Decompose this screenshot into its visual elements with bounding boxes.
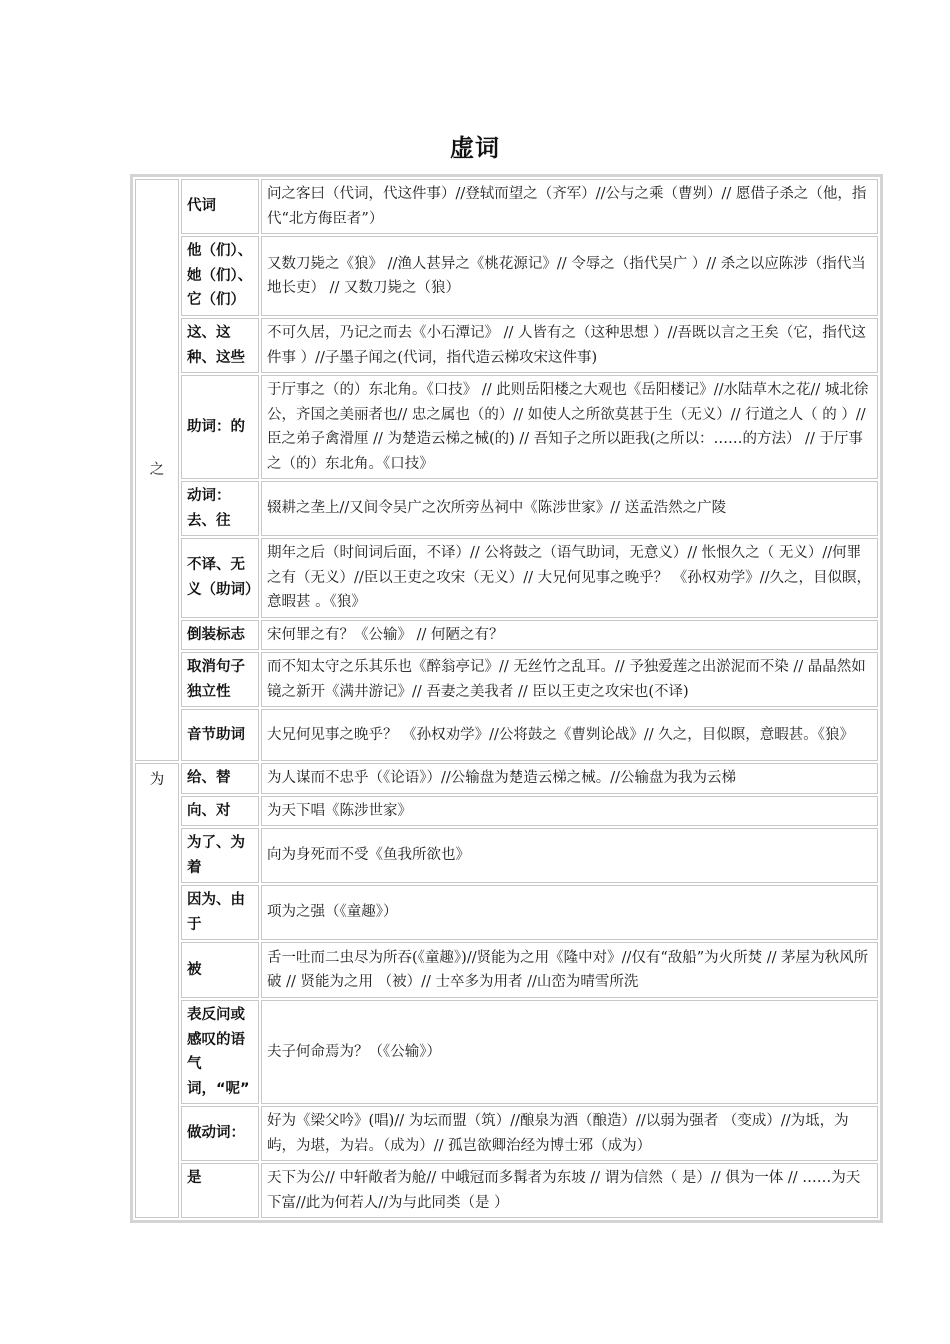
table-row — [135, 236, 878, 316]
example-cell: 为人谋而不忠乎（《论语》）//公输盘为楚造云梯之械。//公输盘为我为云梯 — [261, 763, 878, 794]
example-cell: 为天下唱《陈涉世家》 — [261, 796, 878, 827]
example-cell: 向为身死而不受《鱼我所欲也》 — [261, 828, 878, 883]
sense-cell: 做动词： — [181, 1106, 259, 1161]
table-row — [135, 796, 878, 827]
page-title: 虚词 — [450, 134, 500, 162]
sense-cell: 助词：的 — [181, 375, 259, 479]
table-row — [135, 763, 878, 794]
example-cell: 舌一吐而二虫尽为所吞(《童趣》)//贤能为之用《隆中对》//仅有“敌船”为火所焚 // 茅屋为秋风所破 // 贤能为之用 （被）// 士卒多为用者 //山峦为晴雪所洗 — [261, 942, 878, 998]
example-cell: 而不知太守之乐其乐也《醉翁亭记》// 无丝竹之乱耳。// 予独爱莲之出淤泥而不染 // 晶晶然如镜之新开《满井游记》// 吾妻之美我者 // 臣以王吏之攻宋也(不译) — [261, 652, 878, 707]
example-cell: 项为之强（《童趣》） — [261, 885, 878, 940]
example-cell: 期年之后（时间词后面，不译）// 公将鼓之（语气助词，无意义）// 怅恨久之（ 无义）//何罪之有（无义）//臣以王吏之攻宋（无义）// 大兄何见事之晚乎？ 《孙权劝学》//久之，目似瞑，意暇甚 。《狼》 — [261, 538, 878, 618]
sense-cell: 这、这种、这些 — [181, 318, 259, 373]
table-row — [135, 652, 878, 707]
sense-cell: 动词：去、往 — [181, 481, 259, 536]
table-row — [135, 538, 878, 618]
table-row — [135, 709, 878, 761]
word-cell-wei — [135, 763, 179, 1218]
sense-cell: 表反问或感叹的语气词，“呢” — [181, 1000, 259, 1104]
sense-cell: 取消句子独立性 — [181, 652, 259, 707]
table-row — [135, 318, 878, 373]
word-cell-zhi: 之 — [135, 179, 179, 761]
table-row — [135, 375, 878, 479]
function-words-table — [130, 174, 883, 1223]
example-cell: 问之客曰（代词，代这件事）//登轼而望之（齐军）//公与之乘（曹刿）// 愿借子杀之（他，指代“北方侮臣者”） — [261, 179, 878, 234]
sense-cell: 他（们）、她（们）、它（们） — [181, 236, 259, 316]
sense-cell: 为了、为着 — [181, 828, 259, 883]
sense-cell: 向、对 — [181, 796, 259, 827]
table-row — [135, 1163, 878, 1218]
table-row — [135, 1106, 878, 1161]
word-label: 为 — [149, 772, 165, 788]
table-row — [135, 179, 878, 234]
sense-cell: 被 — [181, 942, 259, 998]
table-row — [135, 481, 878, 536]
example-cell: 宋何罪之有？《公输》 // 何陋之有？ — [261, 620, 878, 651]
example-cell: 大兄何见事之晚乎？ 《孙权劝学》//公将鼓之《曹刿论战》// 久之，目似瞑，意暇甚。《狼》 — [261, 709, 878, 761]
table-row — [135, 942, 878, 998]
example-cell: 夫子何命焉为？（《公输》） — [261, 1000, 878, 1104]
sense-cell: 不译、无义（助词） — [181, 538, 259, 618]
sense-cell: 是 — [181, 1163, 259, 1218]
example-cell: 天下为公// 中轩敞者为舱// 中峨冠而多髯者为东坡 // 谓为信然（ 是）// 俱为一体 // ……为天下富//此为何若人//为与此同类（是 ） — [261, 1163, 878, 1218]
table-row — [135, 828, 878, 883]
example-cell: 于厅事之（的）东北角。《口技》 // 此则岳阳楼之大观也《岳阳楼记》//水陆草木之花// 城北徐公，齐国之美丽者也// 忠之属也（的）// 如使人之所欲莫甚于生（无义）// 行道之人（ 的 ）// 臣之弟子禽滑厘 // 为楚造云梯之械(的) // 吾知子之所以距我(之所以：……的方法） // 于厅事之（的）东北角。《口技》 — [261, 375, 878, 479]
example-cell: 辍耕之垄上//又间令吴广之次所旁丛祠中《陈涉世家》// 送孟浩然之广陵 — [261, 481, 878, 536]
example-cell: 又数刀毙之《狼》 //渔人甚异之《桃花源记》// 令辱之（指代吴广 ）// 杀之以应陈涉（指代当地长吏） // 又数刀毙之（狼） — [261, 236, 878, 316]
sense-cell: 音节助词 — [181, 709, 259, 761]
example-cell: 好为《梁父吟》(唱)// 为坛而盟（筑）//酿泉为酒（酿造）//以弱为强者 （变成）//为坻，为屿，为堪，为岩。（成为）// 孤岂欲卿治经为博士邪（成为） — [261, 1106, 878, 1161]
sense-cell: 倒装标志 — [181, 620, 259, 651]
table-row — [135, 1000, 878, 1104]
sense-cell: 给、替 — [181, 763, 259, 794]
sense-cell: 因为、由于 — [181, 885, 259, 940]
example-cell: 不可久居，乃记之而去《小石潭记》 // 人皆有之（这种思想 ）//吾既以言之王矣（它，指代这件事 ）//子墨子闻之(代词，指代造云梯攻宋这件事) — [261, 318, 878, 373]
table-row — [135, 885, 878, 940]
sense-cell: 代词 — [181, 179, 259, 234]
table-row — [135, 620, 878, 651]
